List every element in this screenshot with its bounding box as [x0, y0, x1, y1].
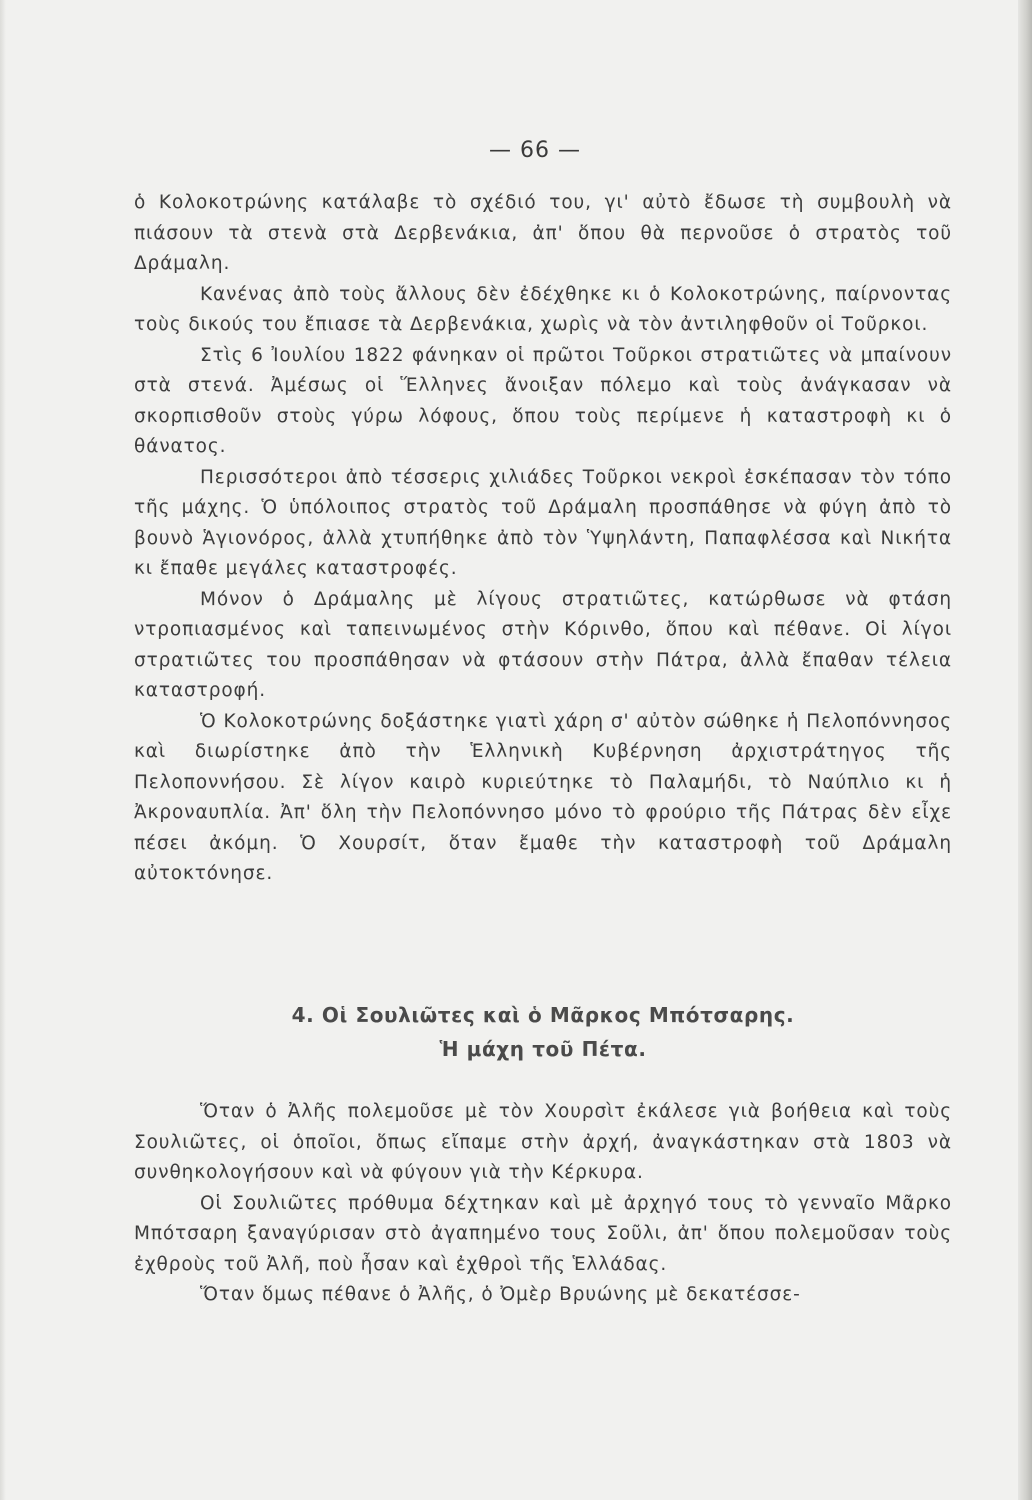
page-edge-left: [0, 0, 6, 1500]
paragraph-5: Μόνον ὁ Δράμαλης μὲ λίγους στρατιῶτες, κατώρθωσε νὰ φτάση ντροπιασμένος καὶ ταπεινωμένος στὴν Κόρινθο, ὅπου καὶ πέθανε. Οἱ λίγοι στρατιῶτες του προσπάθησαν νὰ φτάσουν στὴν Πάτρα, ἀλλὰ ἔπαθαν τέλεια καταστροφή.: [134, 588, 952, 701]
paragraph-9: Ὅταν ὅμως πέθανε ὁ Ἀλῆς, ὁ Ὀμὲρ Βρυώνης μὲ δεκατέσσε-: [200, 1284, 801, 1305]
page-edge-right: [1018, 0, 1032, 1500]
paragraph-6: Ὁ Κολοκοτρώνης δοξάστηκε γιατὶ χάρη σ' αὐτὸν σώθηκε ἡ Πελοπόννησος καὶ διωρίστηκε ἀπὸ τὴν Ἑλληνικὴ Κυβέρνηση ἀρχιστράτηγος τῆς Πελοποννήσου. Σὲ λίγον καιρὸ κυριεύτηκε τὸ Παλαμήδι, τὸ Ναύπλιο κι ἡ Ἀκροναυπλία. Ἀπ' ὅλη τὴν Πελοπόννησο μόνο τὸ φρούριο τῆς Πάτρας δὲν εἶχε πέσει ἀκόμη. Ὁ Χουρσίτ, ὅταν ἔμαθε τὴν καταστροφὴ τοῦ Δράμαλη αὐτοκτόνησε.: [134, 710, 952, 884]
page-number: — 66 —: [489, 138, 581, 163]
paragraph-4: Περισσότεροι ἀπὸ τέσσερις χιλιάδες Τοῦρκοι νεκροὶ ἐσκέπασαν τὸν τόπο τῆς μάχης. Ὁ ὑπόλοιπος στρατὸς τοῦ Δράμαλη προσπάθησε νὰ φύγη ἀπὸ τὸ βουνὸ Ἁγιονόρος, ἀλλὰ χτυπήθηκε ἀπὸ τὸν Ὑψηλάντη, Παπαφλέσσα καὶ Νικήτα κι ἔπαθε μεγάλες καταστροφές.: [134, 466, 952, 579]
section-heading: [134, 998, 952, 1066]
paragraph-8: Οἱ Σουλιῶτες πρόθυμα δέχτηκαν καὶ μὲ ἀρχηγό τους τὸ γενναῖο Μᾶρκο Μπότσαρη ξαναγύρισαν στὸ ἀγαπημένο τους Σοῦλι, ἀπ' ὅπου πολεμοῦσαν τοὺς ἐχθροὺς τοῦ Ἀλῆ, ποὺ ἦσαν καὶ ἐχθροὶ τῆς Ἑλλάδας.: [134, 1192, 952, 1275]
paragraph-7: Ὅταν ὁ Ἀλῆς πολεμοῦσε μὲ τὸν Χουρσὶτ ἐκάλεσε γιὰ βοήθεια καὶ τοὺς Σουλιῶτες, οἱ ὁποῖοι, ὅπως εἴπαμε στὴν ἀρχή, ἀναγκάστηκαν στὰ 1803 νὰ συνθηκολογήσουν καὶ νὰ φύγουν γιὰ τὴν Κέρκυρα.: [134, 1101, 952, 1183]
paragraph-3: Στὶς 6 Ἰουλίου 1822 φάνηκαν οἱ πρῶτοι Τοῦρκοι στρατιῶτες νὰ μπαίνουν στὰ στενά. Ἀμέσως οἱ Ἕλληνες ἄνοιξαν πόλεμο καὶ τοὺς ἀνάγκασαν νὰ σκορπισθοῦν στοὺς γύρω λόφους, ὅπου τοὺς περίμενε ἡ καταστροφὴ κι ὁ θάνατος.: [134, 344, 952, 457]
paragraph-1: ὁ Κολοκοτρώνης κατάλαβε τὸ σχέδιό του, γι' αὐτὸ ἔδωσε τὴ συμβουλὴ νὰ πιάσουν τὰ στενὰ στὰ Δερβενάκια, ἀπ' ὅπου θὰ περνοῦσε ὁ στρατὸς τοῦ Δράμαλη.: [134, 192, 952, 274]
text-section-2: [134, 1097, 952, 1311]
section-heading-line-1: 4. Οἱ Σουλιῶτες καὶ ὁ Μᾶρκος Μπότσαρης.: [291, 1003, 795, 1027]
section-heading-line-2: Ἡ μάχη τοῦ Πέτα.: [439, 1037, 647, 1061]
text-section-1: [134, 188, 952, 890]
paragraph-2: Κανένας ἀπὸ τοὺς ἄλλους δὲν ἐδέχθηκε κι ὁ Κολοκοτρώνης, παίρνοντας τοὺς δικούς του ἔπιασε τὰ Δερβενάκια, χωρὶς νὰ τὸν ἀντιληφθοῦν οἱ Τοῦρκοι.: [134, 283, 952, 335]
